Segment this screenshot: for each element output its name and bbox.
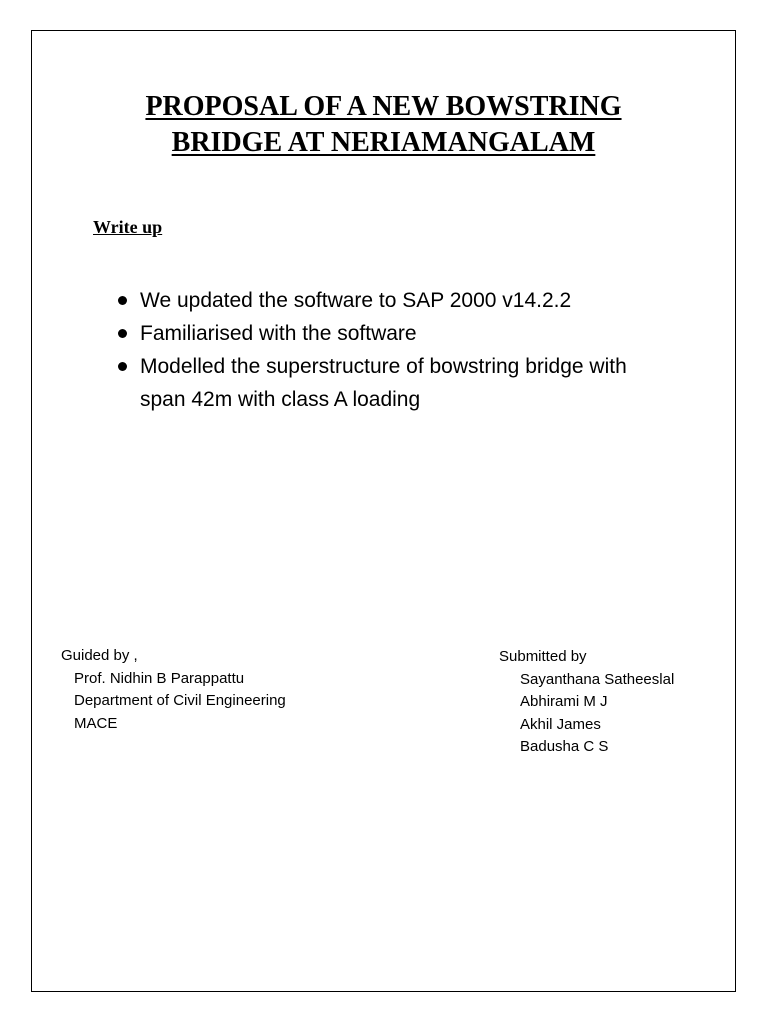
guide-name: Prof. Nidhin B Parappattu — [74, 669, 245, 687]
title-line-2: BRIDGE AT NERIAMANGALAM — [171, 127, 596, 158]
submitted-by-label: Submitted by — [499, 648, 587, 665]
submitter-name: Akhil James — [520, 715, 601, 733]
list-item — [112, 284, 672, 317]
list-item-text: We updated the software to SAP 2000 v14.2.2 — [140, 289, 572, 312]
list-item-text: Modelled the superstructure of bowstring bridge with span 42m with class A loading — [140, 355, 627, 411]
guide-department: Department of Civil Engineering — [74, 692, 286, 709]
list-item — [112, 350, 672, 416]
list-item-text: Familiarised with the software — [140, 322, 417, 345]
document-page — [31, 30, 736, 992]
submitted-by-block — [499, 646, 674, 759]
list-item — [112, 317, 672, 350]
document-title — [32, 89, 735, 161]
bullet-icon — [118, 296, 127, 305]
bullet-list — [112, 284, 672, 416]
bullet-icon — [118, 329, 127, 338]
submitter-name: Badusha C S — [520, 738, 609, 755]
guided-by-block — [61, 645, 286, 735]
bullet-icon — [118, 362, 127, 371]
guided-by-label: Guided by , — [61, 647, 138, 664]
title-line-1: PROPOSAL OF A NEW BOWSTRING — [145, 91, 622, 122]
submitter-name: Sayanthana Satheeslal — [520, 670, 675, 688]
guide-institution: MACE — [74, 714, 118, 732]
submitter-name: Abhirami M J — [520, 693, 608, 710]
section-heading: Write up — [93, 217, 163, 237]
